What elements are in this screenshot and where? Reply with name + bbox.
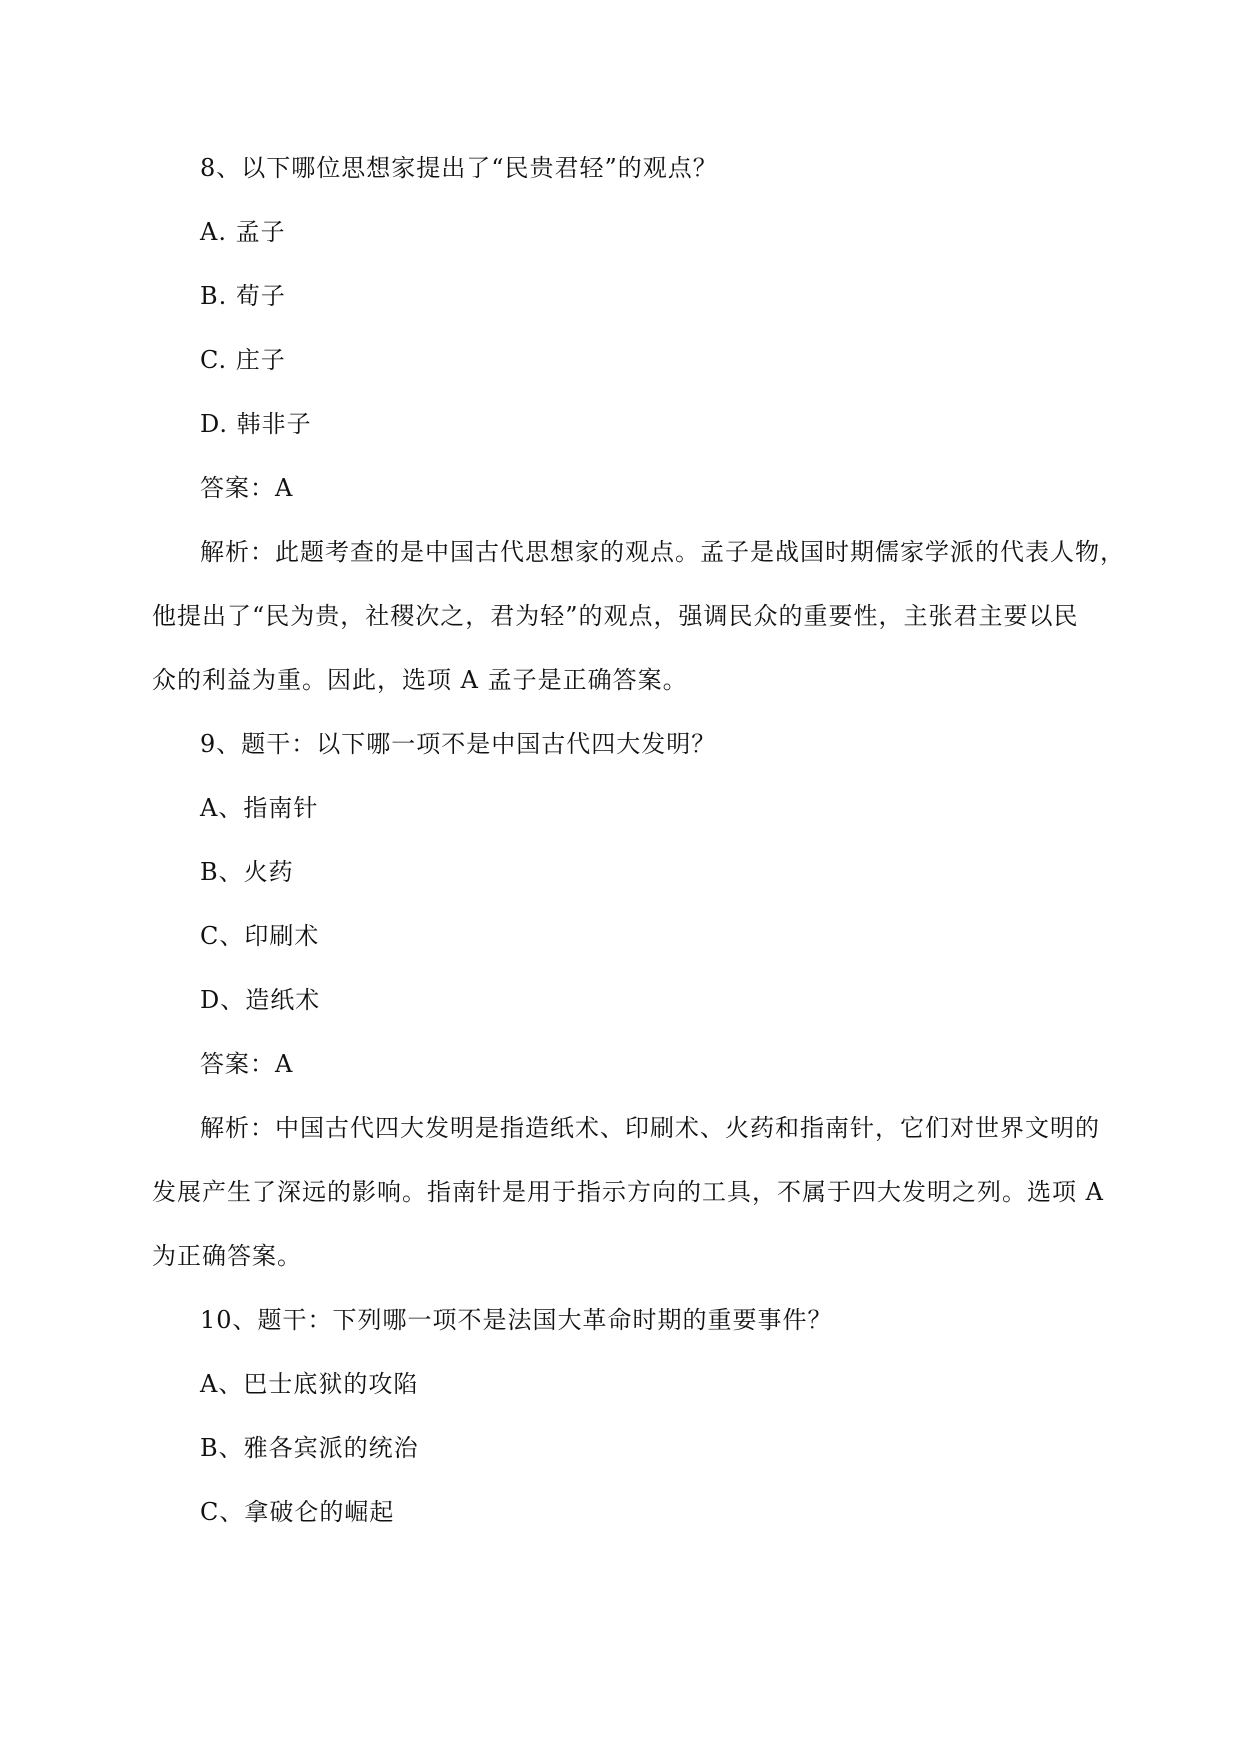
question-9-option-c: C、印刷术 xyxy=(200,922,320,950)
question-9-analysis-line-3: 为正确答案。 xyxy=(152,1242,302,1270)
question-8-option-a: A. 孟子 xyxy=(200,218,286,246)
question-9-option-b: B、火药 xyxy=(200,858,294,886)
question-10-stem: 10、题干：下列哪一项不是法国大革命时期的重要事件？ xyxy=(200,1306,833,1334)
question-10-option-b: B、雅各宾派的统治 xyxy=(200,1434,419,1462)
question-9-answer: 答案：A xyxy=(200,1050,294,1078)
question-10-option-a: A、巴士底狱的攻陷 xyxy=(200,1370,419,1398)
question-10-option-c: C、拿破仑的崛起 xyxy=(200,1498,395,1526)
question-9-analysis-line-2: 发展产生了深远的影响。指南针是用于指示方向的工具，不属于四大发明之列。选项 A xyxy=(152,1178,1104,1206)
question-8-option-d: D. 韩非子 xyxy=(200,410,312,438)
question-8-stem: 8、以下哪位思想家提出了“民贵君轻”的观点？ xyxy=(200,154,718,182)
question-9-option-a: A、指南针 xyxy=(200,794,319,822)
question-9-stem: 9、题干：以下哪一项不是中国古代四大发明？ xyxy=(200,730,717,758)
question-9-analysis-line-1: 解析：中国古代四大发明是指造纸术、印刷术、火药和指南针，它们对世界文明的 xyxy=(200,1114,1100,1142)
question-8-option-c: C. 庄子 xyxy=(200,346,286,374)
question-8-option-b: B. 荀子 xyxy=(200,282,286,310)
question-8-answer: 答案：A xyxy=(200,474,294,502)
question-8-analysis-line-2: 他提出了“民为贵，社稷次之，君为轻”的观点，强调民众的重要性，主张君主要以民 xyxy=(152,602,1079,630)
question-9-option-d: D、造纸术 xyxy=(200,986,321,1014)
question-8-analysis-line-3: 众的利益为重。因此，选项 A 孟子是正确答案。 xyxy=(152,666,688,694)
question-8-analysis-line-1: 解析：此题考查的是中国古代思想家的观点。孟子是战国时期儒家学派的代表人物， xyxy=(200,538,1125,566)
